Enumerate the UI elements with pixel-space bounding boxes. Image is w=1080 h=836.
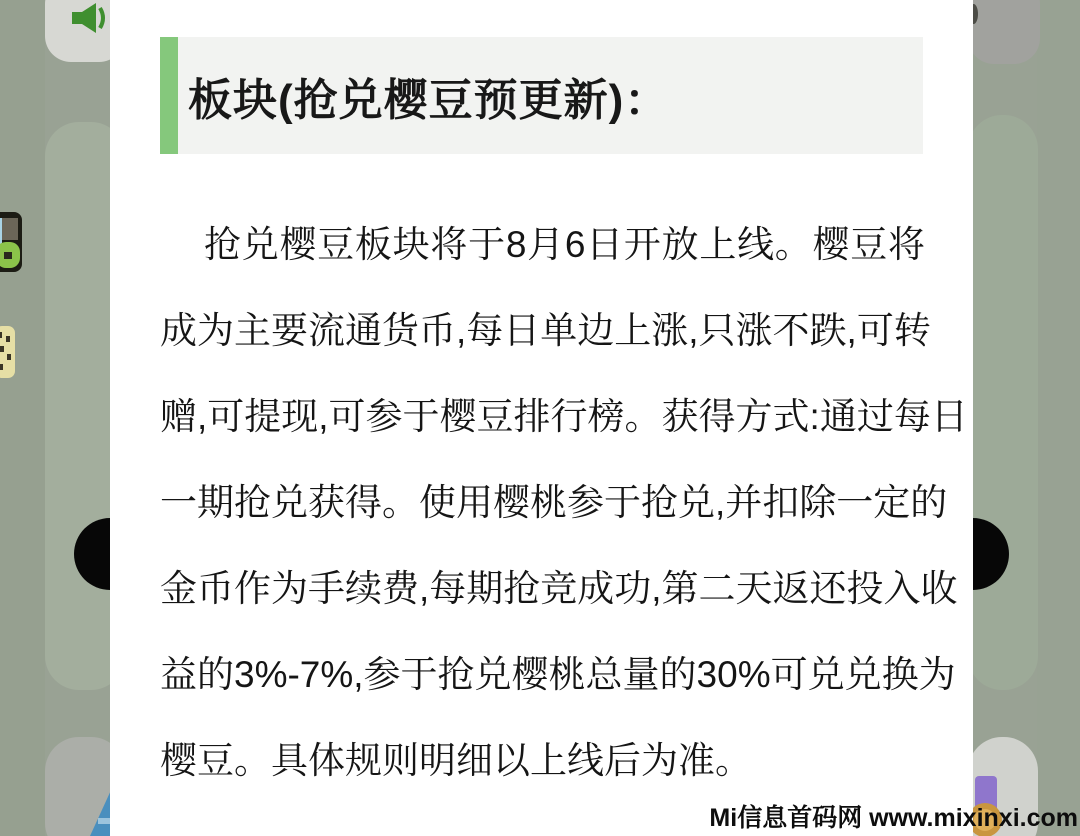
body-line: 赠,可提现,可参于樱豆排行榜。获得方式:通过每日 <box>160 396 968 437</box>
body-line: 一期抢兑获得。使用樱桃参于抢兑,并扣除一定的 <box>160 482 948 523</box>
announcement-dialog <box>110 0 973 836</box>
blue-triangle-icon <box>86 788 112 836</box>
background-card-mid-right <box>968 115 1038 690</box>
body-line: 樱豆。具体规则明细以上线后为准。 <box>160 740 752 781</box>
body-line: 金币作为手续费,每期抢竞成功,第二天返还投入收 <box>160 568 958 609</box>
dialog-header <box>160 37 923 154</box>
pixel-wheat-icon <box>0 326 17 385</box>
body-line: 成为主要流通货币,每日单边上涨,只涨不跌,可转 <box>160 310 931 351</box>
body-line: 益的3%-7%,参于抢兑樱桃总量的30%可兑兑换为 <box>160 654 956 695</box>
dialog-title: 板块(抢兑樱豆预更新)： <box>188 75 670 125</box>
speaker-icon <box>68 0 114 45</box>
background-strip-left <box>0 0 45 836</box>
background-card-top-right <box>968 0 1040 64</box>
watermark: Mi信息首码网 www.mixinxi.com <box>709 804 1078 832</box>
background-strip-right <box>1037 0 1080 836</box>
dialog-body <box>160 202 968 804</box>
header-accent-bar <box>160 37 178 154</box>
pixel-creature-icon <box>0 210 30 279</box>
body-line: 抢兑樱豆板块将于8月6日开放上线。樱豆将 <box>204 224 925 265</box>
